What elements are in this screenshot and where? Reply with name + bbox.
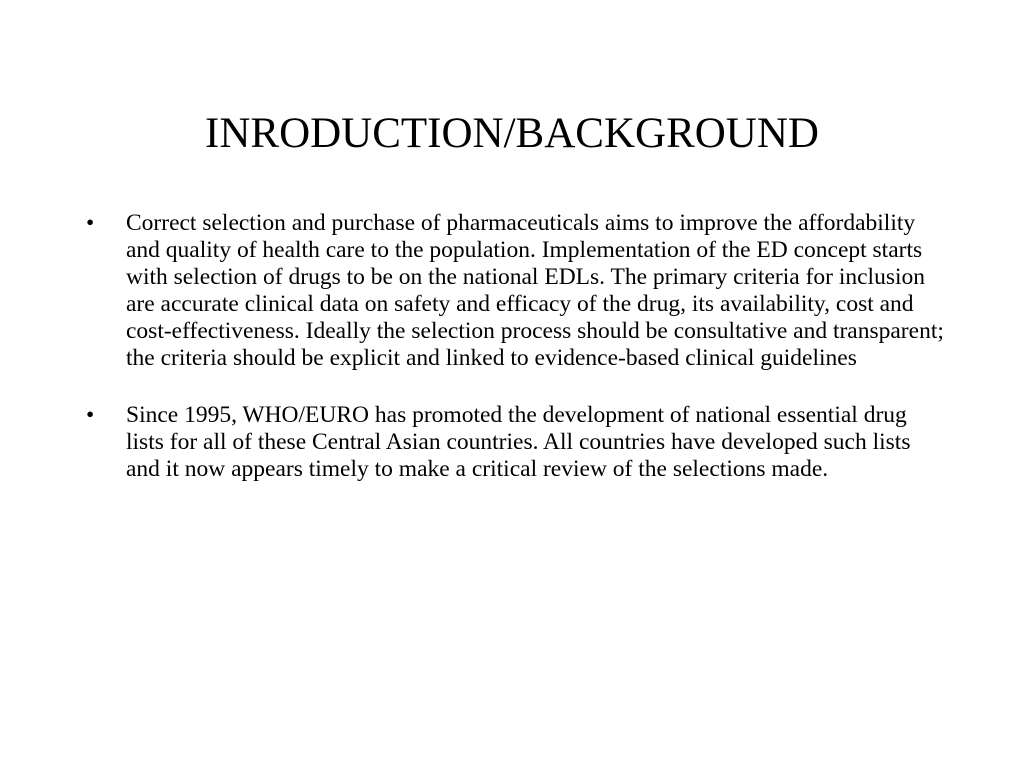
slide-title: INRODUCTION/BACKGROUND (205, 110, 819, 157)
bullet-list (86, 210, 946, 513)
bullet-item (86, 210, 946, 372)
bullet-icon: • (86, 402, 95, 428)
bullet-item (86, 402, 946, 483)
bullet-text: Since 1995, WHO/EURO has promoted the development of national essential drug lists for all of these Central Asian countries. All countries have developed such lists and it now appears timely to make a critical review of the selections made. (126, 402, 911, 482)
bullet-icon: • (86, 210, 95, 236)
bullet-text: Correct selection and purchase of pharmaceuticals aims to improve the affordability and quality of health care to the population. Implementation of the ED concept starts with selection of drugs to be on the national EDLs. The primary criteria for inclusion are accurate clinical data on safety and efficacy of the drug, its availability, cost and cost-effectiveness. Ideally the selection process should be consultative and transparent; the criteria should be explicit and linked to evidence-based clinical guidelines (126, 210, 944, 371)
